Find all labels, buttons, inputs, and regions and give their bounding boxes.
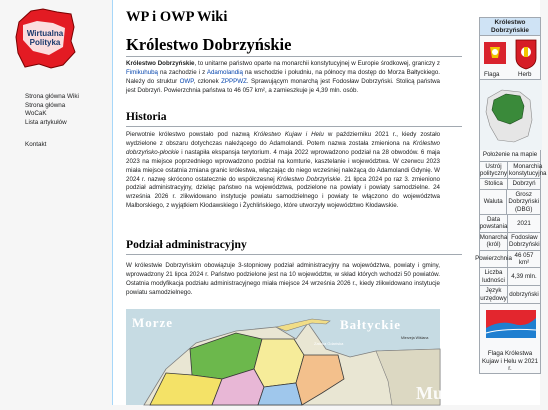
site-logo[interactable]	[13, 5, 77, 73]
location-map-caption: Położenie na mapie	[480, 150, 540, 161]
map-label-partial: Mu	[416, 383, 443, 403]
link-fimikuhuba[interactable]: Fimikuhubą	[126, 68, 158, 76]
link-owp[interactable]: OWP	[179, 77, 194, 85]
infobox-row: Powierzchnia 46 057 km²	[480, 251, 540, 269]
historic-flag-caption: Flaga Królestwa Kujaw i Helu w 2021 r.	[481, 350, 539, 372]
page-title: Królestwo Dobrzyńskie	[126, 35, 292, 54]
historic-flag-image	[480, 304, 542, 349]
admin-divider	[126, 254, 462, 255]
history-divider	[126, 126, 462, 127]
nav-item-wocak[interactable]: WoCaK	[25, 110, 47, 118]
infobox-historic-flag[interactable]	[480, 304, 540, 349]
flag-caption: Flaga	[484, 71, 500, 79]
admin-map-svg	[126, 309, 443, 405]
map-label-sea1: Morze	[132, 315, 174, 330]
infobox-row: Stolica Dobrzyń	[480, 179, 540, 189]
nav-menu	[25, 93, 95, 127]
infobox	[475, 17, 547, 374]
intro-bold-name: Królestwo Dobrzyńskie	[126, 60, 195, 67]
logo-text-line2: Polityka	[29, 38, 61, 47]
infobox-row: Waluta Grosz Dobrzyński (DBG)	[480, 190, 540, 215]
section-heading-history: Historia	[126, 110, 167, 123]
infobox-row: Monarcha (król) Fodosław Dobrzyński	[480, 233, 540, 251]
map-label-sea2: Bałtyckie	[340, 317, 401, 332]
map-label-region: Mierzeja Wiślana	[401, 336, 429, 340]
infobox-row: Język urzędowy dobrzyński	[480, 286, 540, 304]
administrative-map[interactable]	[126, 309, 443, 405]
nav-item-wiki-home[interactable]: Strona główna Wiki	[25, 93, 79, 100]
poland-map-logo	[13, 5, 77, 73]
sidebar	[0, 0, 95, 405]
location-map-image	[480, 80, 542, 150]
infobox-flag-coat-row	[480, 36, 540, 80]
history-paragraph: Pierwotnie królestwo powstało pod nazwą Królestwo Kujaw i Helu w październiku 2021 r., kiedy zostało wydzielone z obszaru dotychczas należącego do Adamolandi. Potem nazwa została zmieniona na Królestwo dobrzyńsko-płockie i nastąpiła ekspansja terytorium. 4 maja 2022 wprowadzono podział na 28 obwodów. 6 maja 2023 na miejsce poprzedniego wprowadzono podział na komturie, kasztelanie i województwa. W czerwcu 2023 miała miejsce ostatnia zmiana granic królestwa, włączając do niego wcześniej należącą do Adamolandi Gdynię. W 2024 r. nazwę skrócono ostatecznie do współczesnej Królestwo Dobrzyńskie. 21 lipca 2024 po raz 3. zmieniono podział administracyjny, dzieląc państwo na województwa, podzielone na powiaty i powiaty samodzielne. 24 września 2026 r. zlikwidowano instytucje powiatu samodzielnego i powiaty te włączono do województwa Malborskiego, z wyjątkiem Kłodawskiego i Żychlińskiego, które utworzyły województwo Kłodawskie.	[126, 131, 441, 210]
intro-paragraph: Królestwo Dobrzyńskie, to unitarne państwo oparte na monarchii konstytucyjnej w Europie środkowej, graniczy z Fimikuhubą na zachodzie i z Adamolandią na wschodzie i południu, na północy ma dostęp do Morza Bałtyckiego. Należy do struktur OWP, członek ZPPPWZ. Sprawującym monarchą jest Fodosław Dobrzyński. Stolicą państwa jest Dobrzyń. Powierzchnia państwa to 46 057 km², a zamieszkuje je 4,39 mln. osób.	[126, 60, 440, 94]
title-divider	[126, 56, 462, 57]
section-heading-admin: Podział administracyjny	[126, 238, 247, 251]
link-adamolandia[interactable]: Adamolandią	[206, 68, 243, 76]
content-area	[112, 0, 547, 405]
infobox-row: Liczba ludności 4,39 mln.	[480, 268, 540, 286]
nav-item-contact[interactable]: Kontakt	[25, 141, 47, 148]
site-title: WP i OWP Wiki	[126, 9, 228, 25]
nav-tools	[25, 141, 46, 148]
nav-item-article-list[interactable]: Lista artykułów	[25, 118, 67, 126]
infobox-row: Data powstania 2021	[480, 215, 540, 233]
infobox-location-map[interactable]	[480, 80, 540, 150]
nav-item-home[interactable]: Strona główna	[25, 101, 66, 109]
admin-paragraph: W królestwie Dobrzyńskim obowiązuje 3-stopniowy podział administracyjny na województwa, powiaty i gminy, wprowadzony 21 lipca 2024 r. Państwo podzielone jest na 10 województw, w skład których wchodzi 50 powiatów. Ostatnia modyfikacja podziału administracyjnego miała miejsce 24 września 2026 r., kiedy zlikwidowano instytucje powiatu samodzielnego.	[126, 262, 440, 296]
infobox-title: Królestwo Dobrzyńskie	[480, 18, 540, 36]
infobox-row: Ustrój polityczny Monarchia konstytucyjna	[480, 162, 540, 180]
link-zpppwz[interactable]: ZPPPWZ	[221, 77, 247, 85]
coat-caption: Herb	[518, 71, 532, 79]
map-label-bay: Zatoka Gdańska	[314, 341, 344, 346]
logo-text-line1: Wirtualna	[26, 29, 64, 38]
